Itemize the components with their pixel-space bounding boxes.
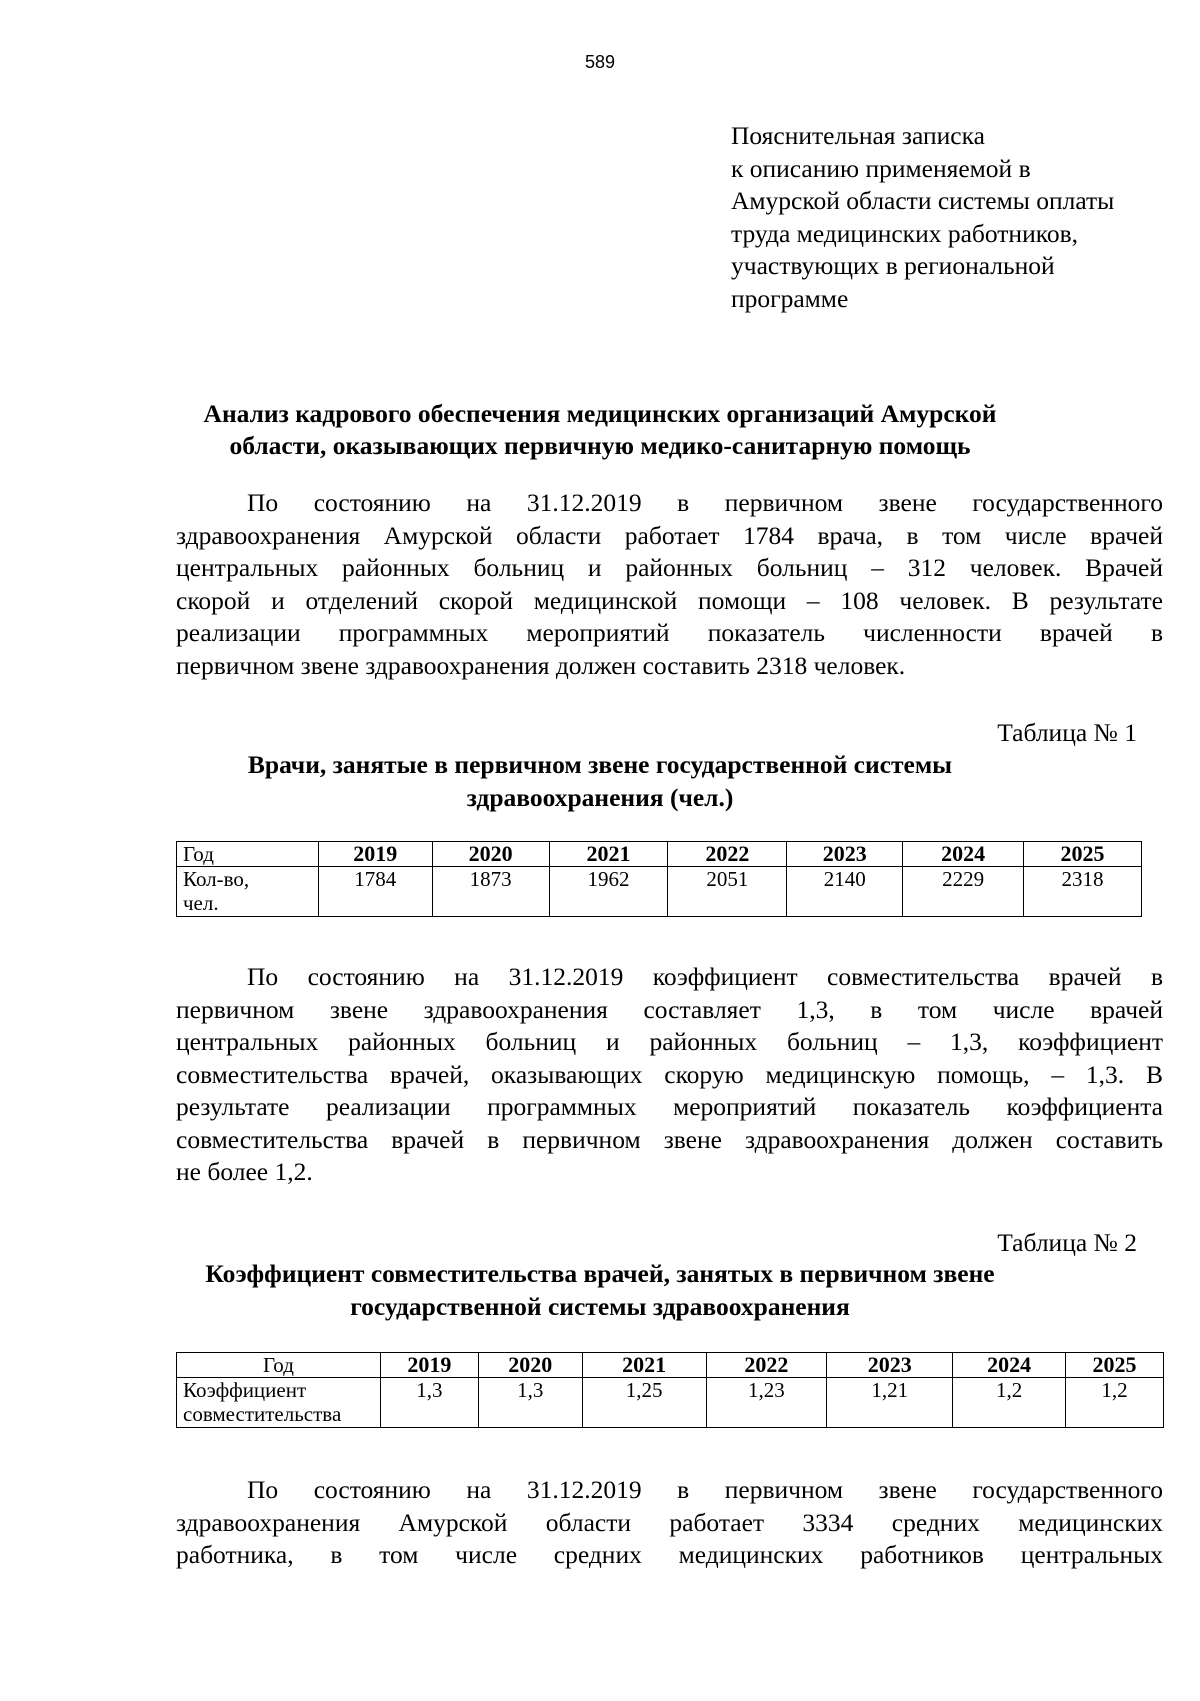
- paragraph-line: центральных районных больниц и районных больниц – 1,3, коэффициент: [176, 1027, 1163, 1056]
- paragraph-1: [176, 487, 1163, 682]
- year-cell: 2019: [318, 842, 432, 867]
- paragraph-line: реализации программных мероприятий показатель численности врачей в: [176, 618, 1163, 647]
- paragraph-line: первичном звене здравоохранения составляет 1,3, в том числе врачей: [176, 994, 1163, 1024]
- note-line: участвующих в региональной: [731, 251, 1055, 280]
- year-cell: 2019: [380, 1353, 478, 1378]
- value-cell: 1,23: [706, 1378, 827, 1428]
- paragraph-line: совместительства врачей, оказывающих скорую медицинскую помощь, – 1,3. В: [176, 1059, 1163, 1089]
- explanatory-note-header: [731, 120, 1171, 315]
- row-label-line: чел.: [183, 891, 219, 915]
- table-title-line: Врачи, занятые в первичном звене государственной системы: [247, 750, 953, 779]
- table-title-line: государственной системы здравоохранения: [350, 1291, 850, 1321]
- paragraph-line: первичном звене здравоохранения должен составить 2318 человек.: [176, 650, 906, 680]
- value-cell: 1873: [432, 867, 549, 917]
- note-line: труда медицинских работников,: [731, 218, 1078, 248]
- row-label-line: Кол-во,: [183, 867, 250, 891]
- value-cell: 1784: [318, 867, 432, 917]
- year-cell: 2025: [1024, 842, 1142, 867]
- row-label-cell: [177, 867, 319, 917]
- value-cell: 1,3: [380, 1378, 478, 1428]
- value-cell: 2140: [787, 867, 903, 917]
- section-heading-line: области, оказывающих первичную медико-санитарную помощь: [229, 431, 971, 460]
- table-title-line: Коэффициент совместительства врачей, занятых в первичном звене: [205, 1259, 995, 1288]
- table-2: [176, 1352, 1164, 1428]
- value-cell: 2229: [903, 867, 1024, 917]
- table-2-title: [150, 1258, 1050, 1323]
- table-1: [176, 841, 1142, 917]
- table-1-label: Таблица № 1: [997, 718, 1137, 747]
- paragraph-line: работника, в том числе средних медицинских работников центральных: [176, 1540, 1163, 1569]
- paragraph-line: результате реализации программных мероприятий показатель коэффициента: [176, 1092, 1163, 1121]
- paragraph-line: здравоохранения Амурской области работает 3334 средних медицинских: [176, 1507, 1163, 1537]
- paragraph-2: [176, 961, 1163, 1189]
- section-heading-line: Анализ кадрового обеспечения медицинских организаций Амурской: [203, 399, 997, 428]
- value-cell: 1,25: [582, 1378, 706, 1428]
- value-cell: 1,2: [1066, 1378, 1164, 1428]
- paragraph-line: здравоохранения Амурской области работает 1784 врача, в том числе врачей: [176, 520, 1163, 550]
- year-cell: 2022: [706, 1353, 827, 1378]
- section-heading: [150, 398, 1050, 462]
- paragraph-3: [176, 1474, 1163, 1572]
- table-row: [177, 1378, 1164, 1428]
- note-line: программе: [731, 283, 849, 313]
- table-title-line: здравоохранения (чел.): [466, 782, 734, 812]
- paragraph-line: не более 1,2.: [176, 1157, 313, 1186]
- value-cell: 1,2: [953, 1378, 1066, 1428]
- row-label-line: совместительства: [183, 1402, 342, 1426]
- paragraph-line: По состоянию на 31.12.2019 в первичном звене государственного: [247, 488, 1163, 517]
- year-cell: 2020: [432, 842, 549, 867]
- table-2-label: Таблица № 2: [997, 1228, 1137, 1257]
- year-cell: 2022: [668, 842, 787, 867]
- row-header-cell: Год: [177, 1353, 381, 1378]
- year-cell: 2021: [549, 842, 668, 867]
- row-label-line: Коэффициент: [183, 1378, 307, 1402]
- year-cell: 2024: [953, 1353, 1066, 1378]
- year-cell: 2021: [582, 1353, 706, 1378]
- year-cell: 2023: [787, 842, 903, 867]
- note-line: Пояснительная записка: [731, 121, 985, 150]
- paragraph-line: По состоянию на 31.12.2019 коэффициент совместительства врачей в: [247, 962, 1163, 991]
- value-cell: 2051: [668, 867, 787, 917]
- page-number: 589: [584, 52, 616, 72]
- table-1-title: [150, 749, 1050, 814]
- table-row: [177, 867, 1142, 917]
- value-cell: 1,21: [827, 1378, 953, 1428]
- paragraph-line: совместительства врачей в первичном звене здравоохранения должен составить: [176, 1124, 1163, 1154]
- row-header-cell: Год: [177, 842, 319, 867]
- year-cell: 2024: [903, 842, 1024, 867]
- value-cell: 2318: [1024, 867, 1142, 917]
- year-cell: 2020: [478, 1353, 582, 1378]
- paragraph-line: скорой и отделений скорой медицинской помощи – 108 человек. В результате: [176, 585, 1163, 615]
- value-cell: 1962: [549, 867, 668, 917]
- table-header-row: [177, 842, 1142, 867]
- paragraph-line: По состоянию на 31.12.2019 в первичном звене государственного: [247, 1475, 1163, 1504]
- note-line: к описанию применяемой в: [731, 153, 1031, 183]
- value-cell: 1,3: [478, 1378, 582, 1428]
- note-line: Амурской области системы оплаты: [731, 186, 1115, 215]
- row-label-cell: [177, 1378, 381, 1428]
- paragraph-line: центральных районных больниц и районных больниц – 312 человек. Врачей: [176, 553, 1163, 582]
- table-header-row: [177, 1353, 1164, 1378]
- year-cell: 2025: [1066, 1353, 1164, 1378]
- year-cell: 2023: [827, 1353, 953, 1378]
